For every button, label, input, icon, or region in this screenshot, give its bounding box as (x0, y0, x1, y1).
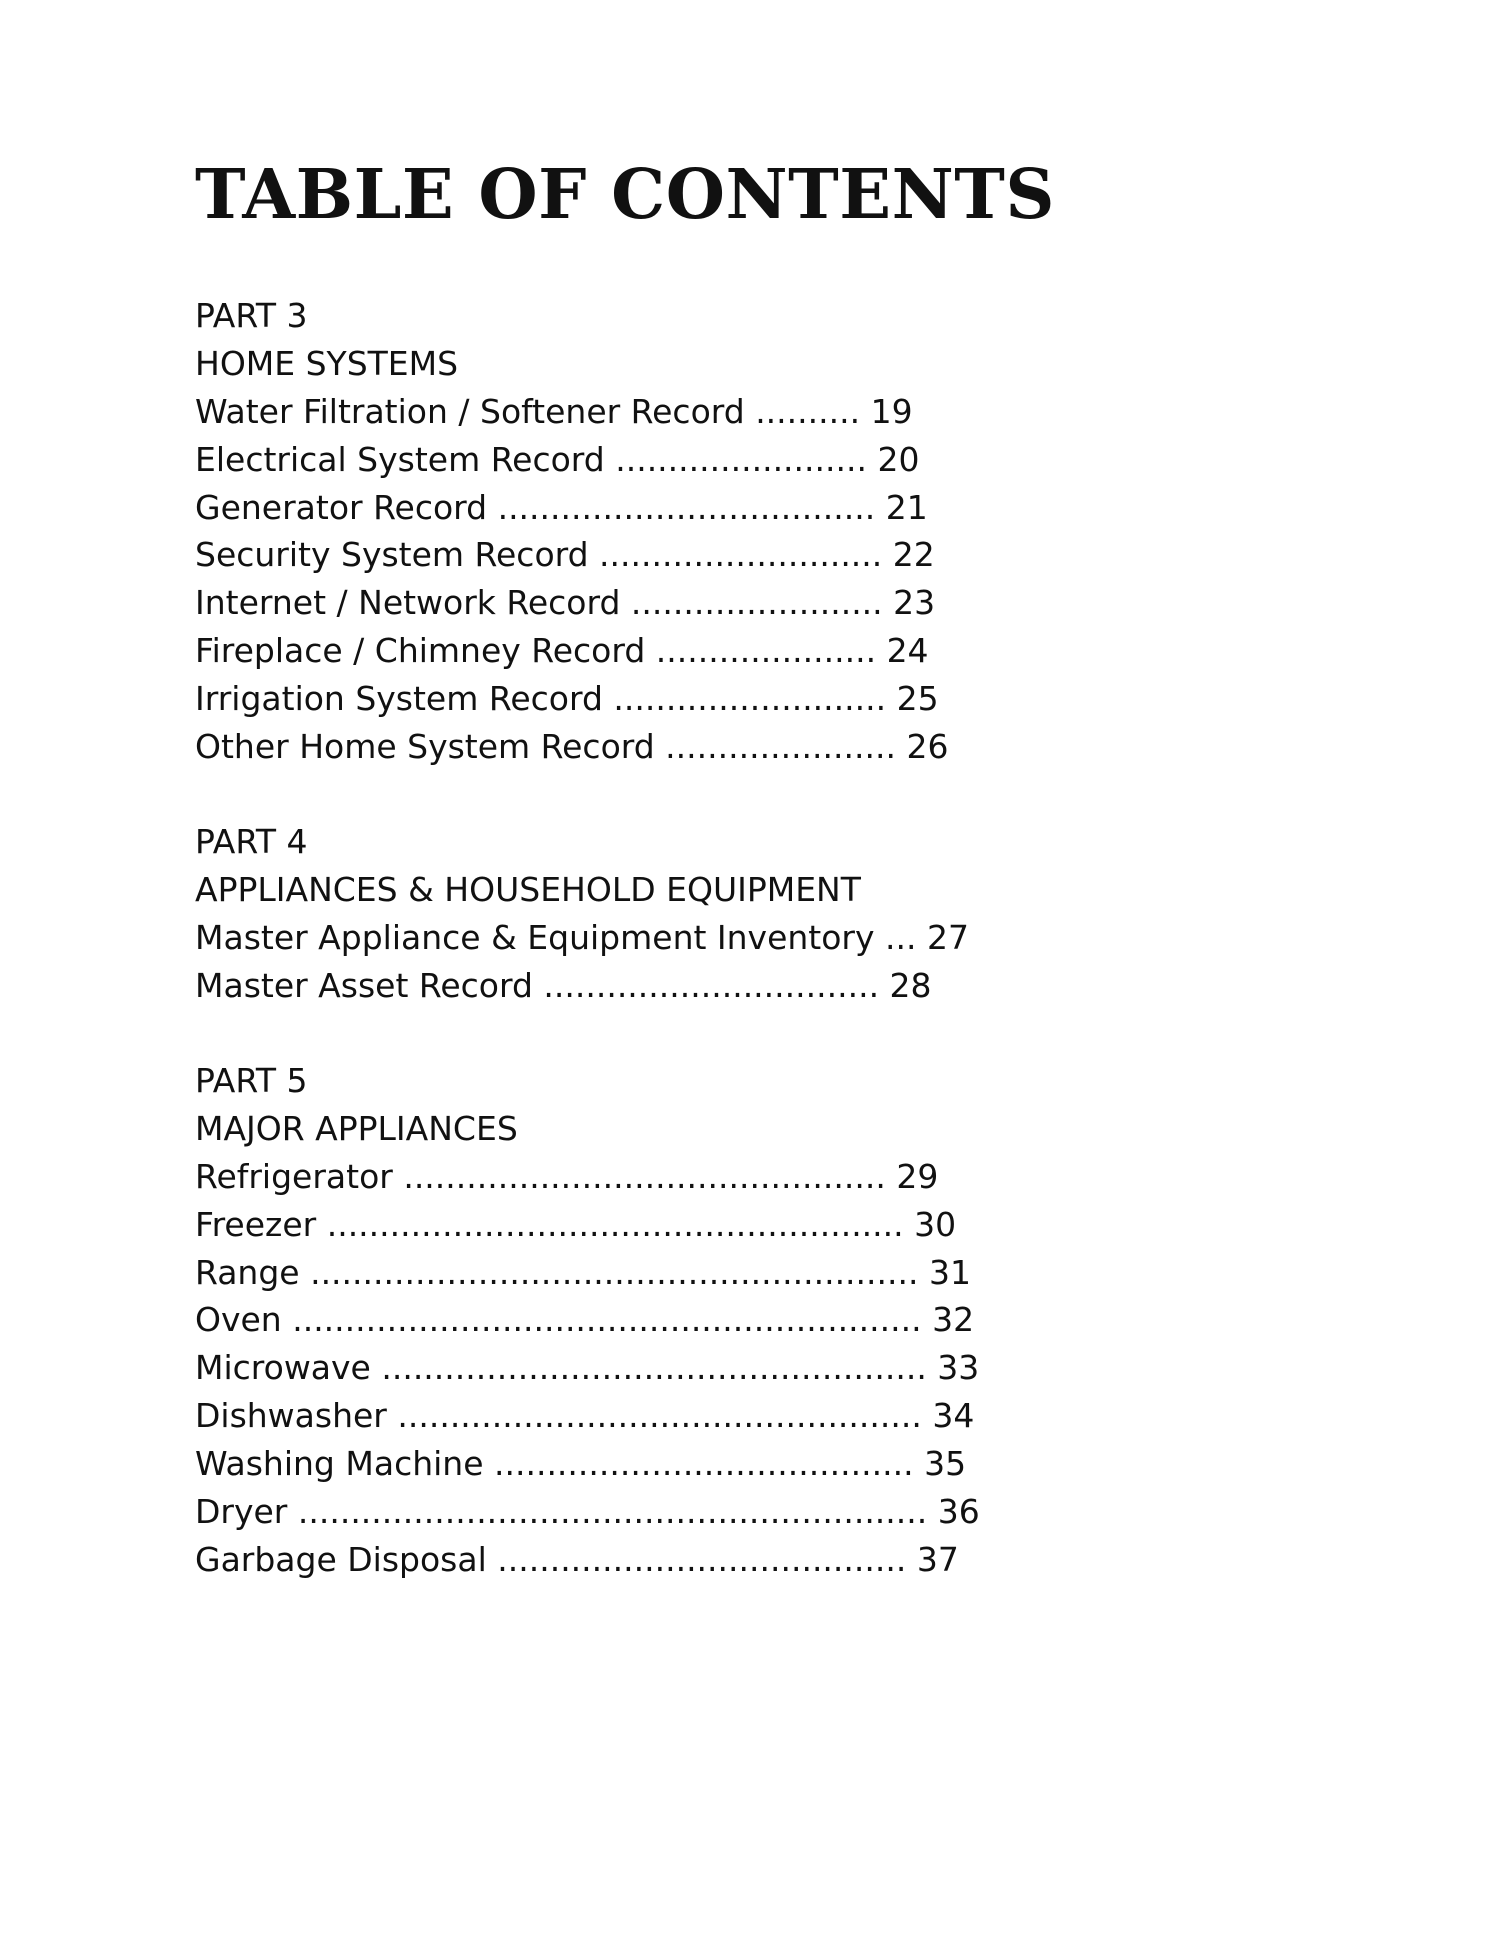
section-title: APPLIANCES & HOUSEHOLD EQUIPMENT (195, 870, 861, 909)
toc-entry[interactable]: Washing Machine ........................................ 35 (195, 1444, 967, 1483)
toc-entry[interactable]: Master Appliance & Equipment Inventory ... 27 (195, 918, 969, 957)
toc-entry[interactable]: Microwave .................................................... 33 (195, 1348, 980, 1387)
toc-entry[interactable]: Irrigation System Record .......................... 25 (195, 679, 939, 718)
section-title: HOME SYSTEMS (195, 344, 459, 383)
toc-entry[interactable]: Water Filtration / Softener Record .......... 19 (195, 392, 913, 431)
toc-entry[interactable]: Oven ............................................................ 32 (195, 1300, 975, 1339)
toc-entry[interactable]: Other Home System Record ...................... 26 (195, 727, 949, 766)
toc-entry[interactable]: Range .......................................................... 31 (195, 1253, 971, 1292)
toc-entry[interactable]: Electrical System Record ........................ 20 (195, 440, 920, 479)
toc-entry[interactable]: Master Asset Record ................................ 28 (195, 966, 932, 1005)
page-title: TABLE OF CONTENTS (195, 155, 1055, 235)
toc-entry[interactable]: Dishwasher .................................................. 34 (195, 1396, 975, 1435)
part-label: PART 4 (195, 822, 308, 861)
toc-entry[interactable]: Security System Record ........................... 22 (195, 535, 935, 574)
toc-entry[interactable]: Garbage Disposal ....................................... 37 (195, 1540, 959, 1579)
toc-entry[interactable]: Dryer ............................................................ 36 (195, 1492, 980, 1531)
toc-entry[interactable]: Refrigerator .............................................. 29 (195, 1157, 939, 1196)
toc-entry[interactable]: Fireplace / Chimney Record ..................... 24 (195, 631, 929, 670)
toc-entry[interactable]: Internet / Network Record ........................ 23 (195, 583, 936, 622)
part-label: PART 3 (195, 296, 308, 335)
part-label: PART 5 (195, 1061, 308, 1100)
toc-entry[interactable]: Generator Record .................................... 21 (195, 488, 928, 527)
section-title: MAJOR APPLIANCES (195, 1109, 518, 1148)
toc-entry[interactable]: Freezer ....................................................... 30 (195, 1205, 957, 1244)
